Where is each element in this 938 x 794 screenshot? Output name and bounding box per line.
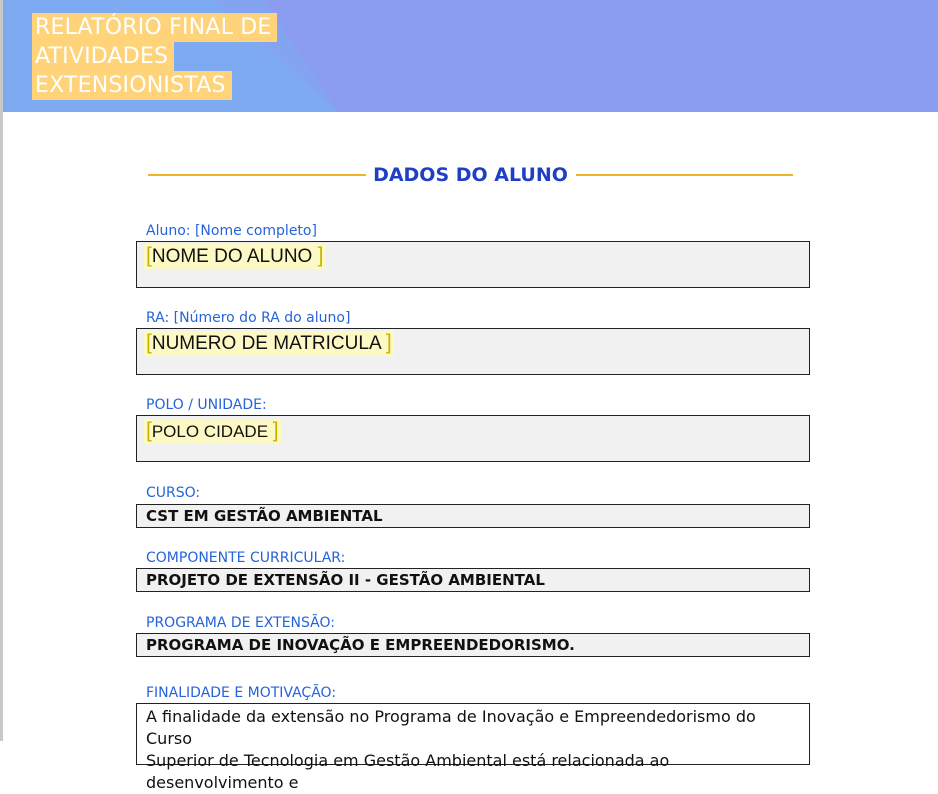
finalidade-line-2: Superior de Tecnologia em Gestão Ambiental está relacionada ao desenvolvimento e xyxy=(146,751,670,792)
ra-placeholder[interactable] xyxy=(144,331,394,356)
heading-rule-right xyxy=(576,174,793,176)
programa-value: PROGRAMA DE INOVAÇÃO E EMPREENDEDORISMO. xyxy=(146,636,575,654)
curso-label: CURSO: xyxy=(146,485,201,501)
ra-value: NUMERO DE MATRICULA xyxy=(151,333,381,354)
curso-field[interactable] xyxy=(136,504,810,528)
bracket-open-icon: [ xyxy=(146,244,152,267)
bracket-close-icon: ] xyxy=(317,244,324,267)
componente-value: PROJETO DE EXTENSÃO II - GESTÃO AMBIENTAL xyxy=(146,571,545,589)
ra-field[interactable] xyxy=(136,328,810,375)
section-title: DADOS DO ALUNO xyxy=(373,164,568,186)
heading-rule-left xyxy=(148,174,366,176)
polo-value: POLO CIDADE xyxy=(151,422,269,441)
report-title-line-1: RELATÓRIO FINAL DE xyxy=(32,13,277,42)
curso-value: CST EM GESTÃO AMBIENTAL xyxy=(146,507,383,525)
report-title-line-2: ATIVIDADES xyxy=(32,42,174,71)
ra-label: RA: [Número do RA do aluno] xyxy=(146,310,351,326)
polo-placeholder[interactable] xyxy=(144,419,281,444)
aluno-value: NOME DO ALUNO xyxy=(151,246,313,267)
bracket-open-icon: [ xyxy=(146,419,152,442)
componente-field[interactable] xyxy=(136,568,810,592)
programa-field[interactable] xyxy=(136,633,810,657)
finalidade-label: FINALIDADE E MOTIVAÇÃO: xyxy=(146,685,337,701)
bracket-close-icon: ] xyxy=(385,331,392,354)
aluno-label: Aluno: [Nome completo] xyxy=(146,223,317,239)
aluno-placeholder[interactable] xyxy=(144,244,325,269)
aluno-field[interactable] xyxy=(136,241,810,288)
report-title-line-3: EXTENSIONISTAS xyxy=(32,71,232,100)
bracket-open-icon: [ xyxy=(146,331,152,354)
section-heading xyxy=(0,160,938,190)
polo-field[interactable] xyxy=(136,415,810,462)
programa-label: PROGRAMA DE EXTENSÃO: xyxy=(146,615,335,631)
bracket-close-icon: ] xyxy=(272,419,279,442)
polo-label: POLO / UNIDADE: xyxy=(146,397,267,413)
componente-label: COMPONENTE CURRICULAR: xyxy=(146,550,346,566)
finalidade-text xyxy=(146,706,806,794)
header-banner xyxy=(3,0,938,112)
finalidade-field[interactable] xyxy=(136,703,810,792)
finalidade-line-1: A finalidade da extensão no Programa de Inovação e Empreendedorismo do Curso xyxy=(146,707,756,748)
